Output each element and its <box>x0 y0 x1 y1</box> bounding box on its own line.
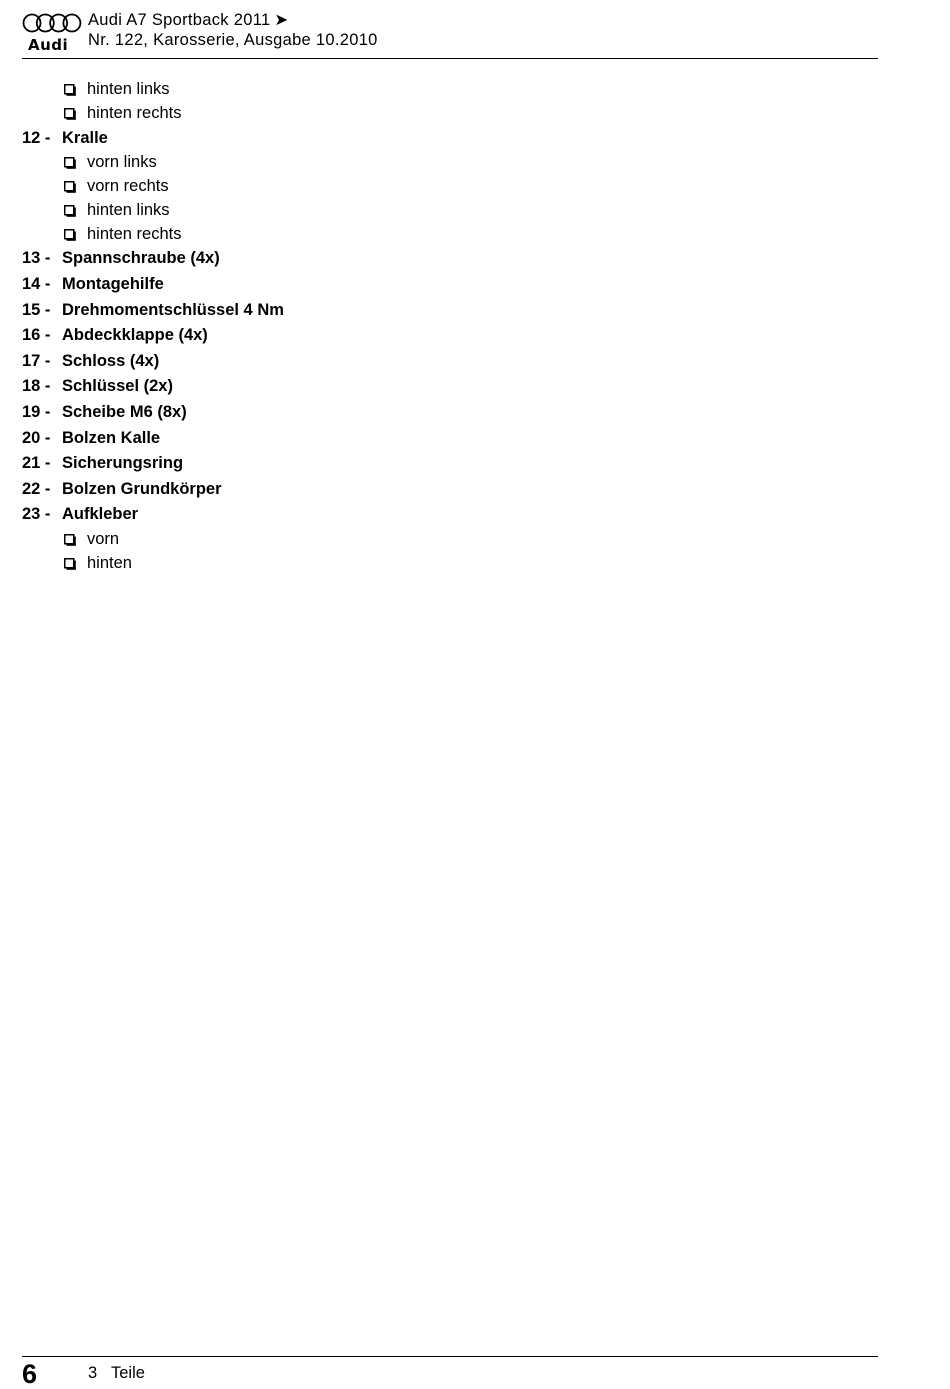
part-item-label: Sicherungsring <box>62 454 184 473</box>
checkbox-square-icon <box>64 108 76 120</box>
sub-item-label: hinten rechts <box>87 103 182 122</box>
part-item-number: 12 - <box>22 128 51 147</box>
document-title-text: Audi A7 Sportback 2011 <box>88 11 271 29</box>
checkbox-square-icon <box>64 84 76 96</box>
page-header <box>22 8 878 60</box>
part-item <box>22 451 878 477</box>
audi-rings-icon <box>22 10 82 36</box>
part-item-number: 17 - <box>22 351 51 370</box>
checkbox-square-icon <box>64 558 76 570</box>
part-item <box>22 502 878 528</box>
sub-item <box>22 102 878 126</box>
audi-wordmark: Audi <box>28 36 69 54</box>
sub-item-bullet <box>64 534 76 546</box>
part-item-label: Drehmomentschlüssel 4 Nm <box>62 300 284 319</box>
part-item <box>22 400 878 426</box>
part-item-label: Scheibe M6 (8x) <box>62 402 187 421</box>
part-item-label: Schloss (4x) <box>62 351 160 370</box>
part-item <box>22 374 878 400</box>
part-item-label: Aufkleber <box>62 505 139 524</box>
part-item-label: Abdeckklappe (4x) <box>62 326 208 345</box>
document-subtitle: Nr. 122, Karosserie, Ausgabe 10.2010 <box>88 31 378 49</box>
part-item <box>22 323 878 349</box>
part-item-number: 15 - <box>22 300 51 319</box>
chapter-number: 3 <box>88 1364 98 1382</box>
part-item-label: Schlüssel (2x) <box>62 377 173 396</box>
sub-item <box>22 528 878 552</box>
parts-list <box>22 78 878 576</box>
audi-logo <box>22 10 82 56</box>
chapter-title: Teile <box>111 1364 145 1382</box>
part-item <box>22 272 878 298</box>
part-item-label: Kralle <box>62 128 108 147</box>
sub-item-label: hinten links <box>87 200 170 219</box>
part-item <box>22 246 878 272</box>
sub-item-bullet <box>64 108 76 120</box>
sub-item-label: hinten rechts <box>87 224 182 243</box>
sub-item <box>22 78 878 102</box>
arrow-right-icon: ➤ <box>274 11 289 29</box>
sub-item <box>22 199 878 223</box>
part-item <box>22 349 878 375</box>
sub-item <box>22 223 878 247</box>
header-divider <box>22 58 878 59</box>
sub-item-label: vorn <box>87 529 120 548</box>
part-item-number: 21 - <box>22 454 51 473</box>
part-item-number: 22 - <box>22 479 51 498</box>
checkbox-square-icon <box>64 229 76 241</box>
sub-item-bullet <box>64 558 76 570</box>
part-item-number: 18 - <box>22 377 51 396</box>
sub-item <box>22 552 878 576</box>
sub-item <box>22 151 878 175</box>
sub-item-bullet <box>64 157 76 169</box>
part-item <box>22 126 878 152</box>
part-item <box>22 298 878 324</box>
part-item-number: 20 - <box>22 428 51 447</box>
sub-item-label: vorn links <box>87 153 157 172</box>
document-title <box>88 10 289 30</box>
part-item-label: Spannschraube (4x) <box>62 249 220 268</box>
checkbox-square-icon <box>64 205 76 217</box>
footer-divider <box>22 1356 878 1357</box>
part-item-number: 23 - <box>22 505 51 524</box>
sub-item-bullet <box>64 205 76 217</box>
sub-item <box>22 175 878 199</box>
sub-item-label: hinten <box>87 553 132 572</box>
part-item <box>22 426 878 452</box>
part-item-number: 19 - <box>22 402 51 421</box>
page-number: 6 <box>22 1359 38 1389</box>
checkbox-square-icon <box>64 534 76 546</box>
sub-item-bullet <box>64 84 76 96</box>
part-item-number: 16 - <box>22 326 51 345</box>
part-item <box>22 477 878 503</box>
sub-item-bullet <box>64 181 76 193</box>
sub-item-label: hinten links <box>87 80 170 98</box>
part-item-label: Bolzen Kalle <box>62 428 161 447</box>
checkbox-square-icon <box>64 181 76 193</box>
sub-item-label: vorn rechts <box>87 176 169 195</box>
part-item-number: 13 - <box>22 249 51 268</box>
checkbox-square-icon <box>64 157 76 169</box>
part-item-label: Montagehilfe <box>62 274 164 293</box>
sub-item-bullet <box>64 229 76 241</box>
part-item-label: Bolzen Grundkörper <box>62 479 222 498</box>
part-item-number: 14 - <box>22 274 51 293</box>
